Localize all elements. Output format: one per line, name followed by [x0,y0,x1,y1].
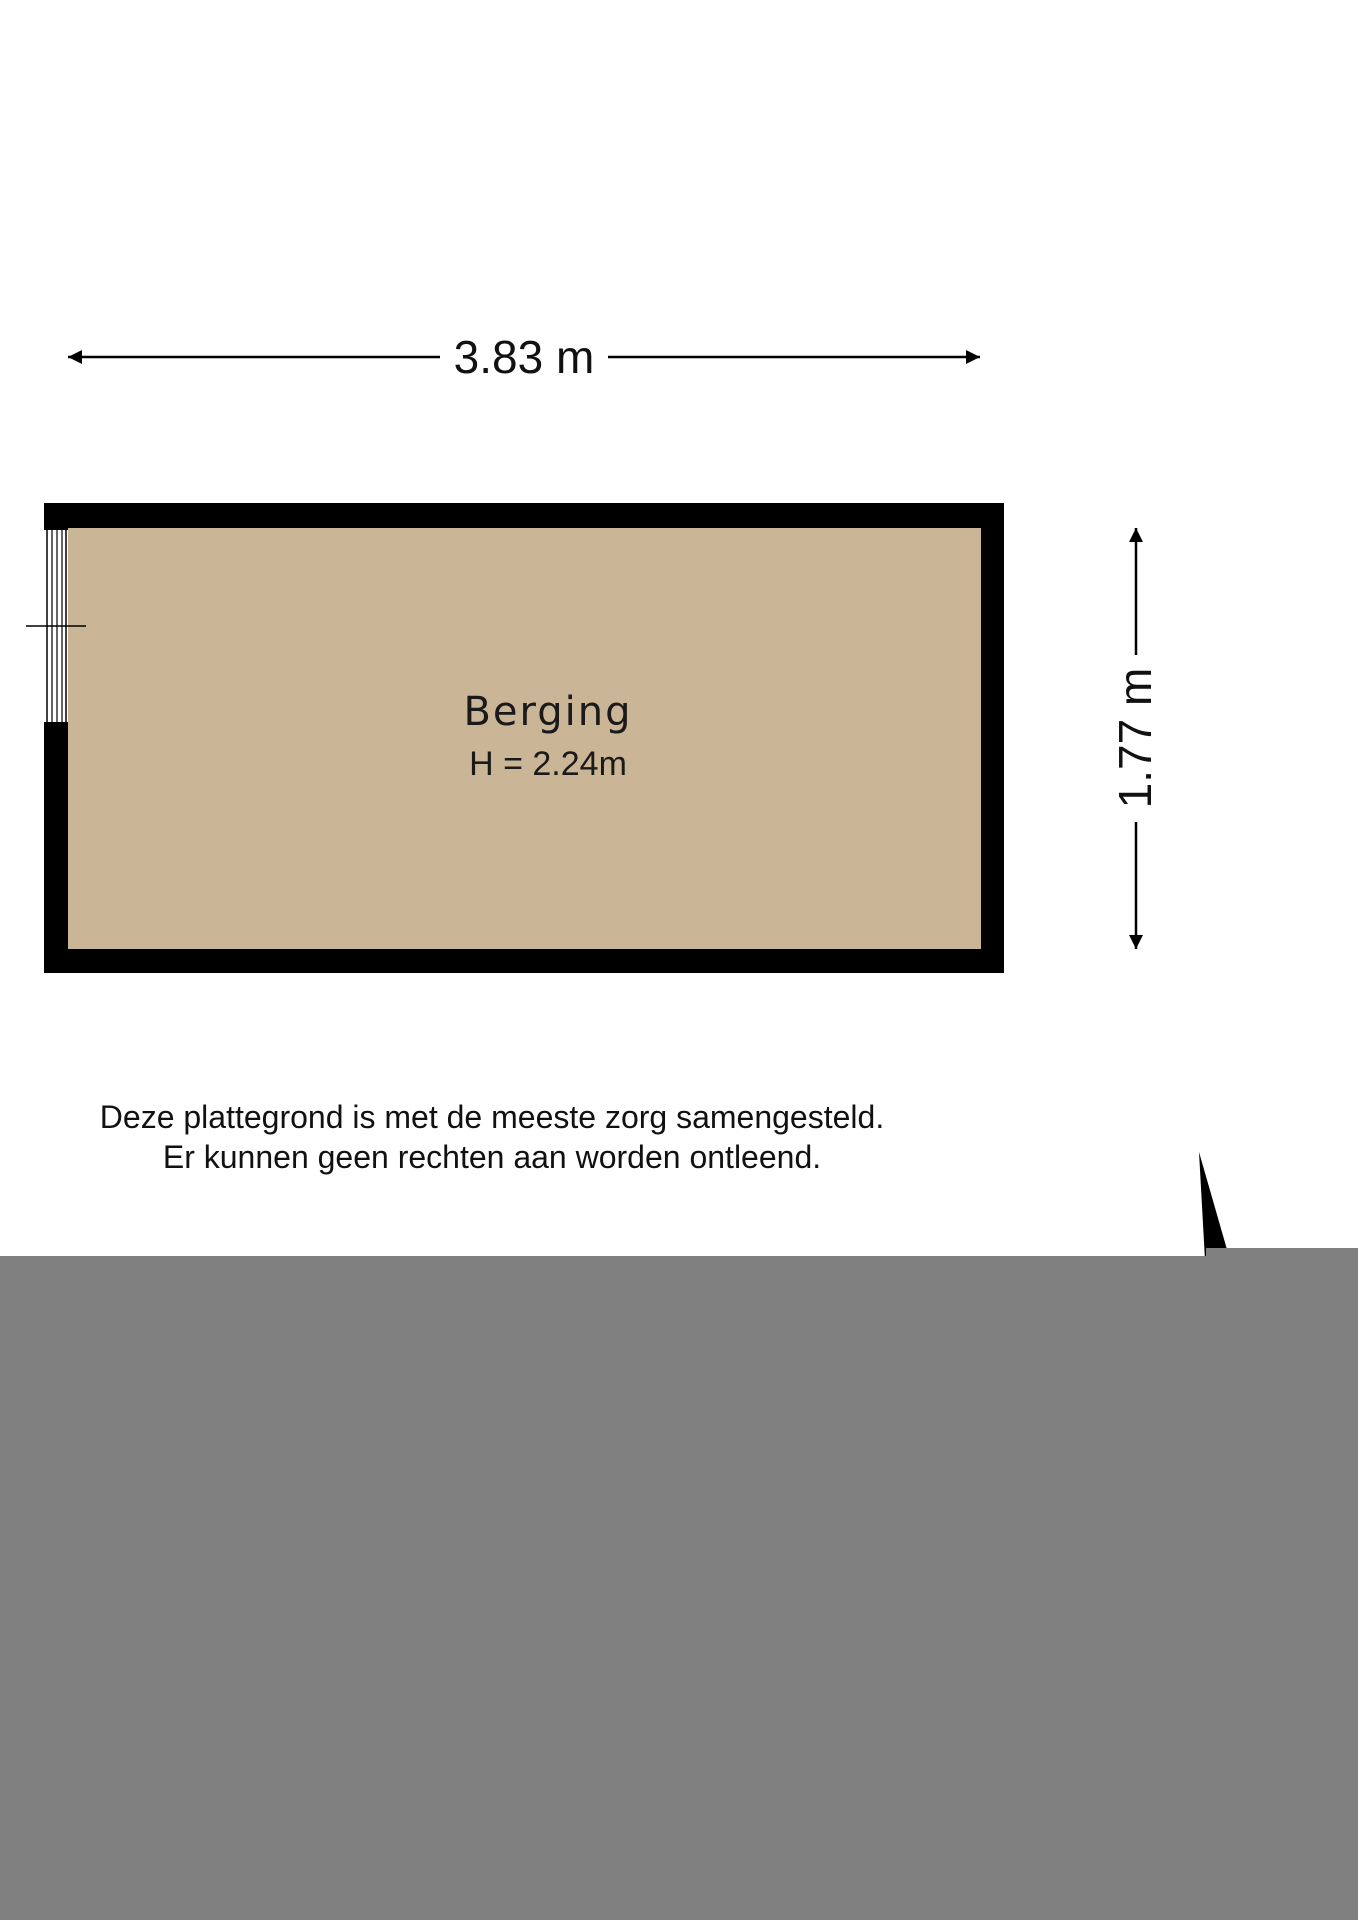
width-dimension [68,331,980,383]
bottom-overlay [0,1248,1358,1920]
width-dimension-label: 3.83 m [453,331,595,383]
room-berging [26,503,1004,973]
depth-dimension-label: 1.77 m [1109,667,1161,809]
depth-dimension [1109,528,1161,949]
disclaimer-line-2: Er kunnen geen rechten aan worden ontleend. [162,1139,822,1175]
disclaimer-line-1: Deze plattegrond is met de meeste zorg samengesteld. [99,1099,885,1135]
room-height-label: H = 2.24m [469,745,627,783]
room-name-label: Berging [463,689,633,735]
disclaimer [100,1099,884,1175]
north-arrow-icon [1199,1152,1230,1260]
room-floor [68,528,981,949]
